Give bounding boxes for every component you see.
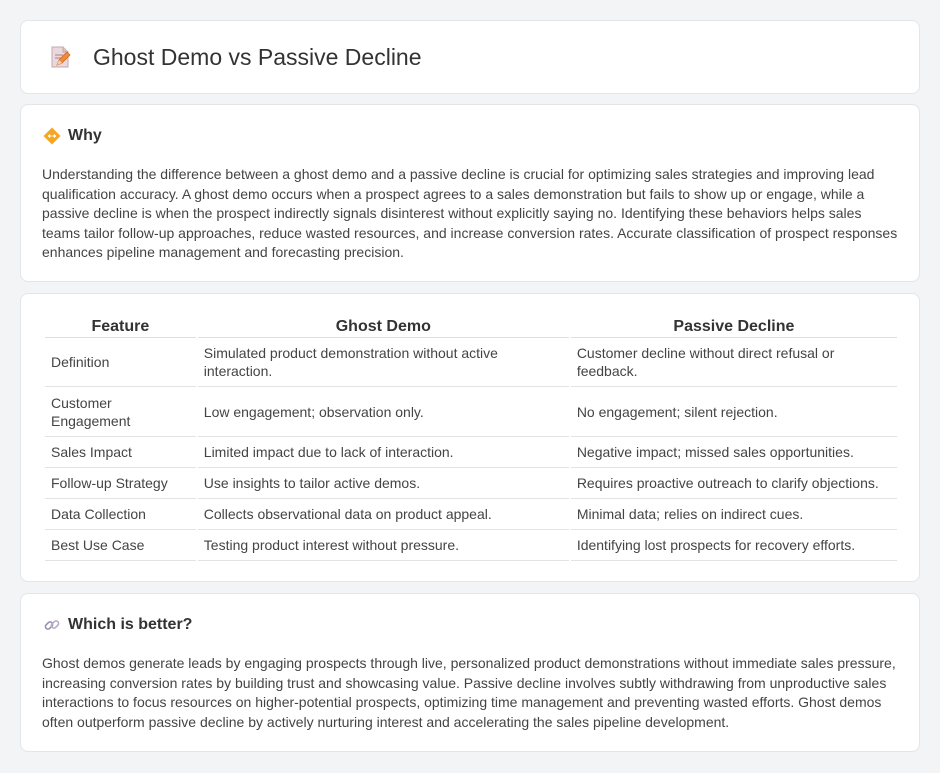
passive-decline-cell: Minimal data; relies on indirect cues.: [571, 499, 897, 530]
passive-decline-cell: No engagement; silent rejection.: [571, 387, 897, 437]
better-paragraph: Ghost demos generate leads by engaging prospects through live, personalized product demonstrations without immediate sales pressure, increasing conversion rates by building trust and showcasing value. Passive decline involves subtly withdrawing from unproductive sales interactions to focus resources on higher-potential prospects, optimizing time management and preventing wasted efforts. Ghost demos often outperform passive decline by actively nurturing interest and accelerating the sales pipeline development.: [42, 655, 896, 730]
document-pencil-icon: [47, 44, 73, 70]
table-row: [45, 437, 897, 468]
table-header-row: [45, 316, 897, 338]
column-header-feature: Feature: [45, 316, 196, 338]
column-header-passive-decline: Passive Decline: [571, 316, 897, 338]
column-header-ghost-demo: Ghost Demo: [198, 316, 569, 338]
feature-cell: Customer Engagement: [45, 387, 196, 437]
feature-cell: Best Use Case: [45, 530, 196, 561]
comparison-table-card: [20, 293, 920, 582]
ghost-demo-cell: Limited impact due to lack of interaction.: [198, 437, 569, 468]
better-heading: Which is better?: [68, 616, 193, 633]
feature-cell: Definition: [45, 338, 196, 387]
why-heading-row: [43, 127, 102, 145]
header-card: [20, 20, 920, 94]
why-section: [20, 104, 920, 282]
ghost-demo-cell: Collects observational data on product appeal.: [198, 499, 569, 530]
feature-cell: Data Collection: [45, 499, 196, 530]
which-is-better-section: [20, 593, 920, 752]
link-icon: [43, 616, 61, 634]
table-row: [45, 499, 897, 530]
passive-decline-cell: Identifying lost prospects for recovery efforts.: [571, 530, 897, 561]
ghost-demo-cell: Use insights to tailor active demos.: [198, 468, 569, 499]
page-title: Ghost Demo vs Passive Decline: [93, 43, 422, 70]
why-paragraph: Understanding the difference between a ghost demo and a passive decline is crucial for optimizing sales strategies and improving lead qualification accuracy. A ghost demo occurs when a prospect agrees to a sales demonstration but fails to show up or engage, while a passive decline is when the prospect indirectly signals disinterest without explicitly saying no. Identifying these behaviors helps sales teams tailor follow-up approaches, reduce wasted resources, and increase conversion rates. Accurate classification of prospect responses enhances pipeline management and forecasting precision.: [42, 166, 898, 261]
feature-cell: Follow-up Strategy: [45, 468, 196, 499]
ghost-demo-cell: Low engagement; observation only.: [198, 387, 569, 437]
table-row: [45, 338, 897, 387]
feature-cell: Sales Impact: [45, 437, 196, 468]
better-heading-row: [43, 616, 192, 634]
passive-decline-cell: Negative impact; missed sales opportunities.: [571, 437, 897, 468]
passive-decline-cell: Customer decline without direct refusal or feedback.: [571, 338, 897, 387]
table-row: [45, 530, 897, 561]
passive-decline-cell: Requires proactive outreach to clarify objections.: [571, 468, 897, 499]
ghost-demo-cell: Testing product interest without pressure.: [198, 530, 569, 561]
table-row: [45, 387, 897, 437]
ghost-demo-cell: Simulated product demonstration without active interaction.: [198, 338, 569, 387]
table-row: [45, 468, 897, 499]
comparison-table: [43, 316, 899, 561]
why-heading: Why: [68, 127, 102, 144]
diamond-arrows-icon: [43, 127, 61, 145]
